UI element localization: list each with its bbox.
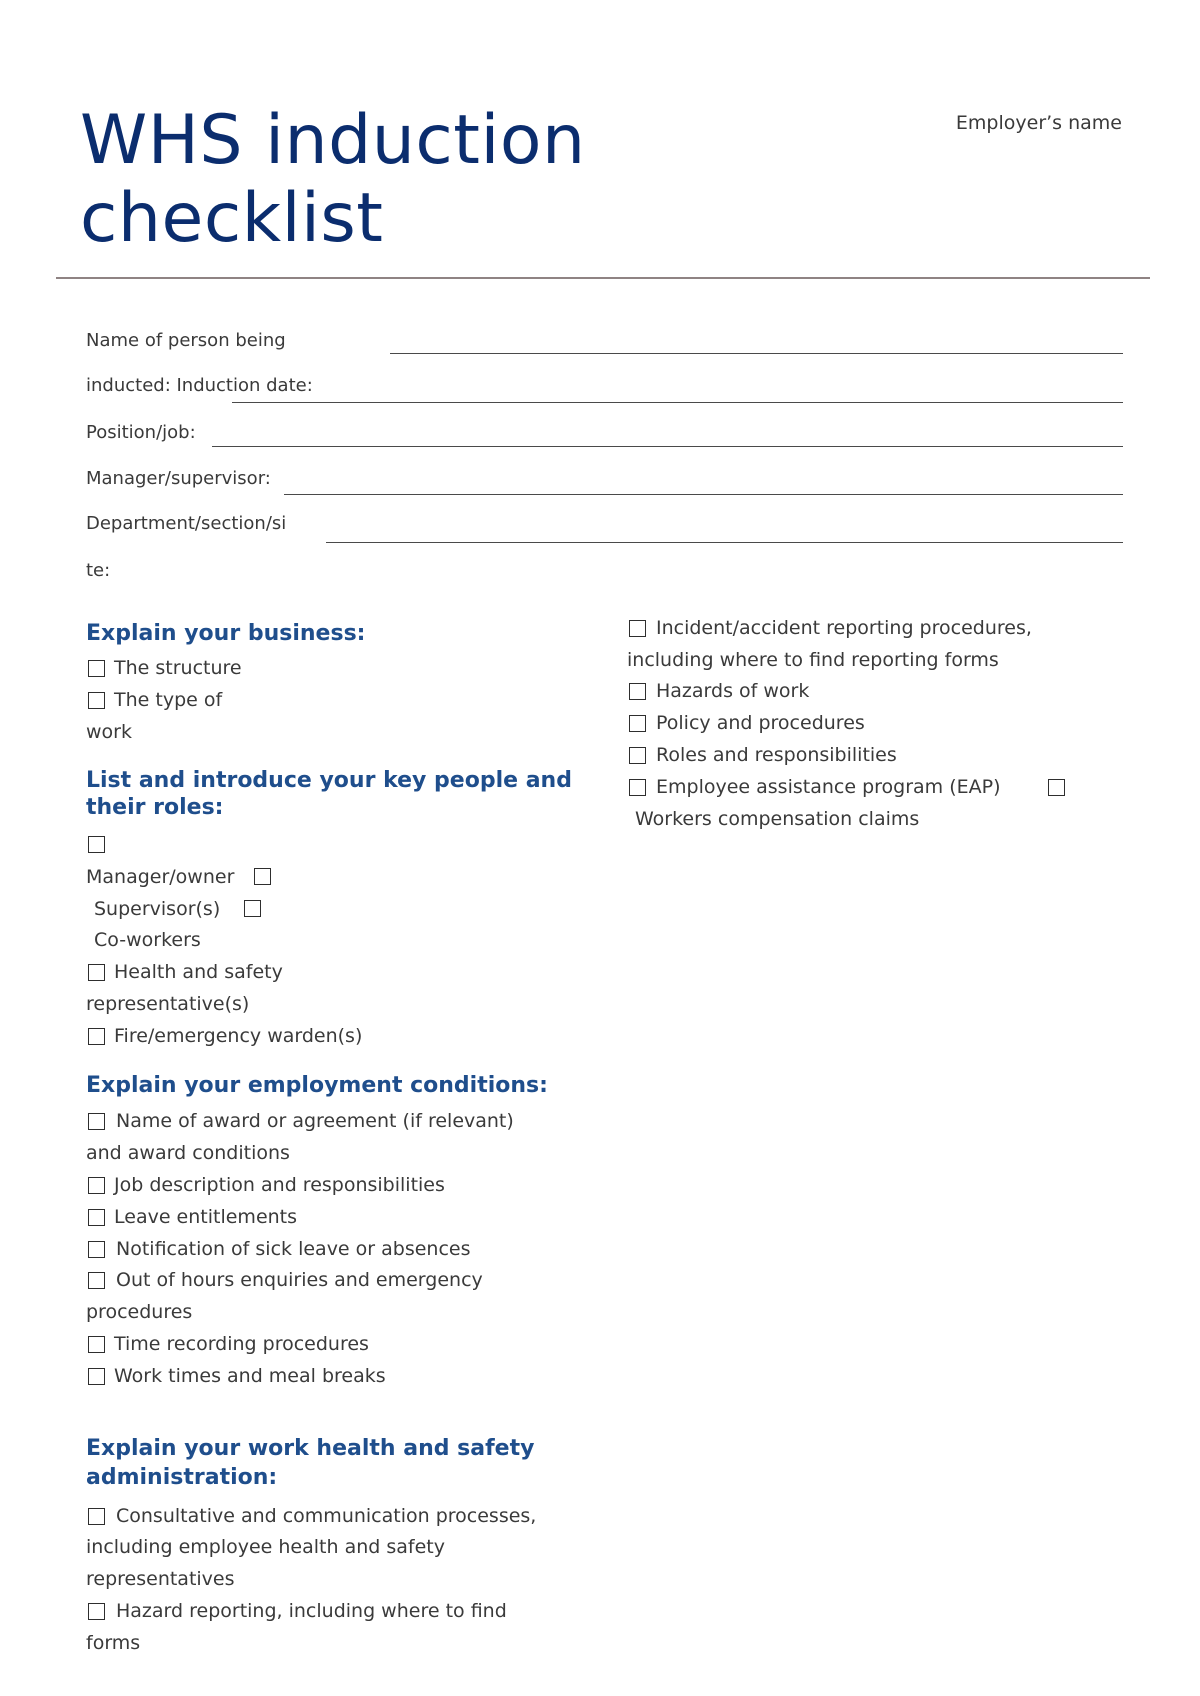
item-fire-warden: Fire/emergency warden(s) [114, 1025, 363, 1047]
checkbox-structure[interactable] [88, 660, 105, 677]
checkbox-fire-warden[interactable] [88, 1028, 105, 1045]
checkbox-policy-procedures[interactable] [629, 715, 646, 732]
induction-date-field-line[interactable] [232, 402, 1123, 403]
field-label-induction-date: inducted: Induction date: [86, 375, 313, 396]
checkbox-incident-reporting[interactable] [629, 620, 646, 637]
item-structure: The structure [114, 657, 242, 679]
item-co-workers: Co-workers [94, 929, 201, 951]
page-title-line-2: checklist [80, 179, 384, 258]
item-time-recording: Time recording procedures [114, 1333, 369, 1355]
position-field-line[interactable] [212, 446, 1123, 447]
item-roles-responsibilities: Roles and responsibilities [656, 744, 897, 766]
item-job-description: Job description and responsibilities [114, 1174, 445, 1196]
department-field-line[interactable] [326, 542, 1123, 543]
checkbox-consultative[interactable] [88, 1508, 105, 1525]
checkbox-eap[interactable] [629, 779, 646, 796]
field-label-name: Name of person being [86, 330, 286, 351]
item-policy-procedures: Policy and procedures [656, 712, 865, 734]
item-supervisors: Supervisor(s) [94, 898, 221, 920]
item-health-safety-rep-cont: representative(s) [86, 993, 250, 1015]
checkbox-out-of-hours[interactable] [88, 1272, 105, 1289]
checkbox-supervisors[interactable] [254, 868, 271, 885]
item-type-of-work-cont: work [86, 721, 132, 743]
item-consultative: Consultative and communication processes, [116, 1505, 537, 1527]
item-award: Name of award or agreement (if relevant) [116, 1110, 514, 1132]
header-divider [56, 277, 1150, 279]
page-title-line-1: WHS induction [80, 101, 586, 180]
checkbox-co-workers[interactable] [244, 900, 261, 917]
checkbox-type-of-work[interactable] [88, 692, 105, 709]
checkbox-work-times[interactable] [88, 1368, 105, 1385]
checkbox-roles-responsibilities[interactable] [629, 747, 646, 764]
item-work-times: Work times and meal breaks [114, 1365, 386, 1387]
checkbox-award[interactable] [88, 1113, 105, 1130]
checkbox-workers-compensation[interactable] [1048, 779, 1065, 796]
item-manager-owner: Manager/owner [86, 866, 235, 888]
checkbox-hazards-of-work[interactable] [629, 683, 646, 700]
checkbox-health-safety-rep[interactable] [88, 964, 105, 981]
item-health-safety-rep: Health and safety [114, 961, 283, 983]
item-consultative-cont-1: including employee health and safety [86, 1536, 445, 1558]
checkbox-manager-owner[interactable] [88, 836, 105, 853]
section-heading-people-line-2: their roles: [86, 795, 224, 820]
item-incident-reporting-cont: including where to find reporting forms [627, 649, 999, 671]
employer-name: Employer’s name [955, 112, 1122, 134]
field-label-manager: Manager/supervisor: [86, 468, 271, 489]
item-consultative-cont-2: representatives [86, 1568, 235, 1590]
section-heading-whs-admin-line-1: Explain your work health and safety [86, 1436, 535, 1461]
item-workers-compensation: Workers compensation claims [635, 808, 920, 830]
item-incident-reporting: Incident/accident reporting procedures, [656, 617, 1032, 639]
field-label-position: Position/job: [86, 422, 196, 443]
checkbox-leave[interactable] [88, 1209, 105, 1226]
field-label-department-cont: te: [86, 560, 111, 581]
item-hazard-reporting: Hazard reporting, including where to find [116, 1600, 507, 1622]
checkbox-sick-leave[interactable] [88, 1241, 105, 1258]
checkbox-job-description[interactable] [88, 1177, 105, 1194]
checkbox-time-recording[interactable] [88, 1336, 105, 1353]
section-heading-whs-admin-line-2: administration: [86, 1465, 278, 1490]
item-hazards-of-work: Hazards of work [656, 680, 810, 702]
item-out-of-hours: Out of hours enquiries and emergency [116, 1269, 483, 1291]
section-heading-business: Explain your business: [86, 621, 366, 646]
item-hazard-reporting-cont: forms [86, 1632, 141, 1654]
field-label-department: Department/section/si [86, 513, 287, 534]
section-heading-people-line-1: List and introduce your key people and [86, 768, 572, 793]
item-award-cont: and award conditions [86, 1142, 290, 1164]
section-heading-employment: Explain your employment conditions: [86, 1073, 548, 1098]
item-sick-leave: Notification of sick leave or absences [116, 1238, 471, 1260]
item-leave: Leave entitlements [114, 1206, 298, 1228]
item-type-of-work: The type of [114, 689, 223, 711]
item-eap: Employee assistance program (EAP) [656, 776, 1001, 798]
manager-field-line[interactable] [284, 494, 1123, 495]
name-field-line[interactable] [390, 353, 1123, 354]
checkbox-hazard-reporting[interactable] [88, 1603, 105, 1620]
item-out-of-hours-cont: procedures [86, 1301, 193, 1323]
